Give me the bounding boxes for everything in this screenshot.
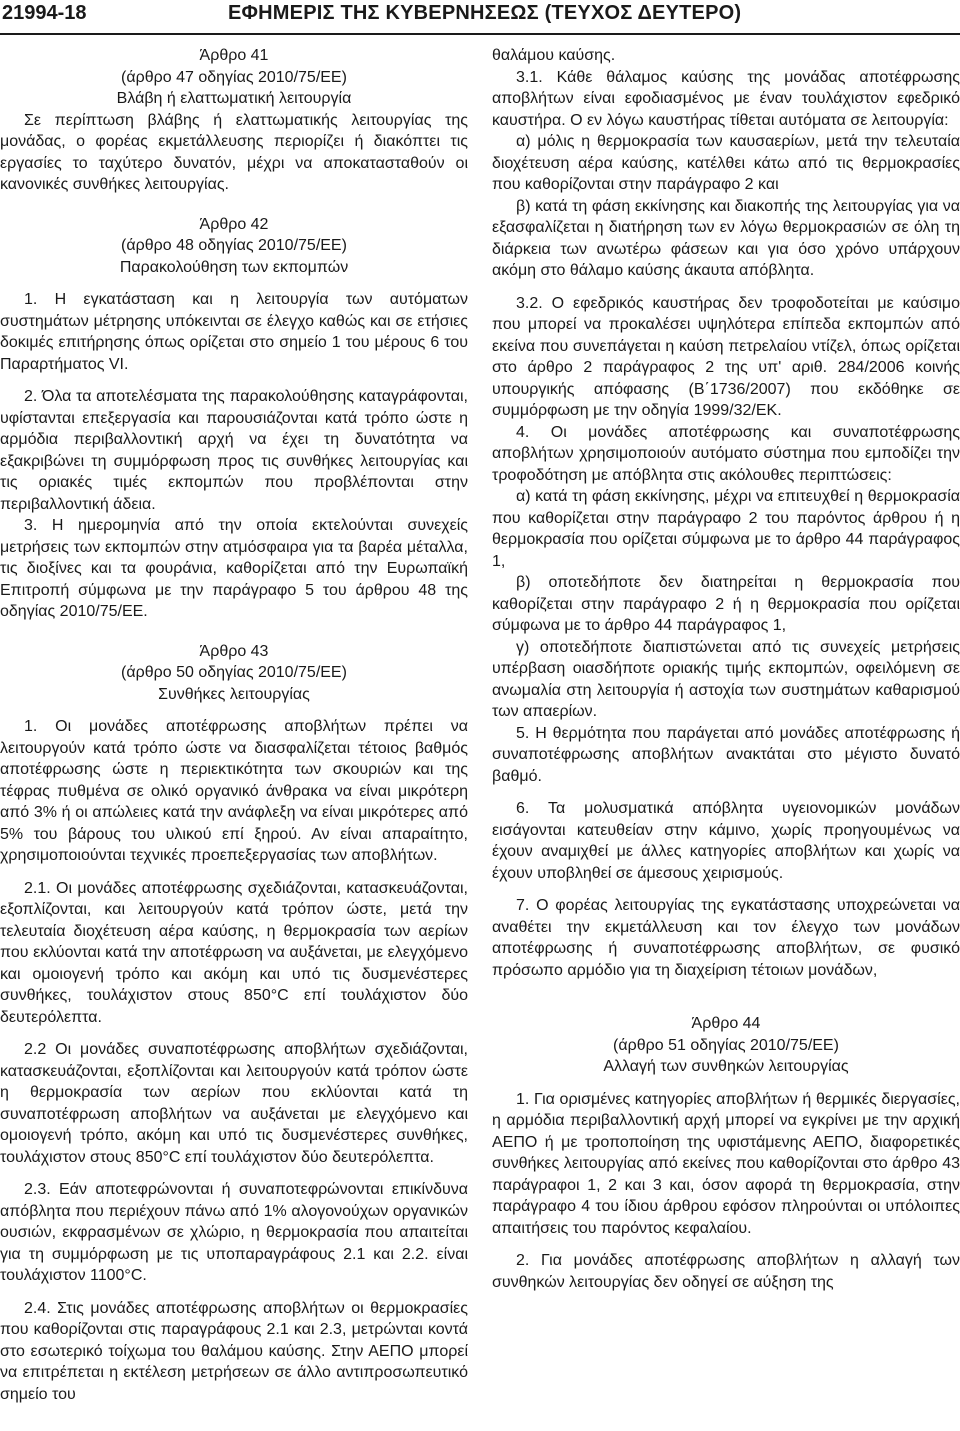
paragraph-3-1: 3.1. Κάθε θάλαμος καύσης της μονάδας αποτέφρωσης αποβλήτων είναι εφοδιασμένος με έναν τουλάχιστον εφεδρικό καυστήρα. Ο εν λόγω καυστήρας τίθεται αυτόματα σε λειτουργία:	[492, 68, 960, 129]
paragraph-6: 6. Τα μολυσματικά απόβλητα υγειονομικών μονάδων εισάγονται κατευθείαν στην κάμινο, χωρίς προηγουμένως να έχουν αναμιχθεί με άλλες κατηγορίες αποβλήτων και χωρίς να έχουν υποβληθεί σε άμεσους χειρισμούς.	[492, 800, 960, 882]
article-44-title: Άρθρο 44	[691, 1015, 761, 1032]
article-43-title: Άρθρο 43	[199, 642, 269, 660]
article-42-reference: (άρθρο 48 οδηγίας 2010/75/ΕΕ)	[121, 237, 347, 254]
left-column	[0, 45, 468, 1405]
article-44-paragraph-1: 1. Για ορισμένες κατηγορίες αποβλήτων ή θερμικές διεργασίες, η αρμόδια περιβαλλοντική αρχή μπορεί να εγκρίνει με την αρχική ΑΕΠΟ ή με τροποποίηση της υφιστάμενης ΑΕΠΟ, διαφορετικές συνθήκες λειτουργίας από εκείνες που καθορίζονται στο άρθρο 43 παράγραφοι 1, 2 και 3 και, όσον αφορά τη θερμοκρασία, στην παράγραφο 4 του ίδιου άρθρου εφόσον πληρούνται οι υπόλοιπες απαιτήσεις του παρόντος κεφαλαίου.	[492, 1090, 960, 1237]
paragraph-7: 7. Ο φορέας λειτουργίας της εγκατάστασης υποχρεώνεται να αναθέτει την εκμετάλλευση και τον έλεγχο των μονάδων αποτέφρωσης ή συναποτέφρωσης αποβλήτων, σε φυσικό πρόσωπο αρμόδιο για τη διαχείριση τέτοιων μονάδων,	[492, 897, 960, 979]
paragraph-4: 4. Οι μονάδες αποτέφρωσης και συναποτέφρωσης αποβλήτων χρησιμοποιούν αυτόματο σύστημα που εμποδίζει την τροφοδότηση με απόβλητα στις ακόλουθες περιπτώσεις:	[492, 423, 960, 484]
page-number: 21994-18	[2, 2, 87, 24]
header-rule	[0, 33, 960, 35]
article-43-paragraph-2-3: 2.3. Εάν αποτεφρώνονται ή συναποτεφρώνονται επικίνδυνα απόβλητα που περιέχουν πάνω από 1% αλογονούχων οργανικών ουσιών, εκφρασμένων σε χλώριο, η θερμοκρασία που απαιτείται για τη συμμόρφωση με τις υποπαραγράφους 2.1 και 2.2. είναι τουλάχιστον 1100°C.	[0, 1181, 468, 1284]
article-41-subject: Βλάβη ή ελαττωματική λειτουργία	[116, 90, 352, 107]
article-43-paragraph-2-2: 2.2 Οι μονάδες συναποτέφρωσης αποβλήτων σχεδιάζονται, κατασκευάζονται, εξοπλίζονται και λειτουργούν κατά τρόπον ώστε η θερμοκρασία των αερίων που εκλύονται κατά τη συναποτέφρωση αποβλήτων να αυξάνεται με ελεγχόμενο και ομοιογενή τρόπο, ακόμη και υπό τις δυσμενέστερες συνθήκες, τουλάχιστον στους 850°C επί τουλάχιστον δύο δευτερόλεπτα.	[0, 1041, 468, 1166]
paragraph-4-a: α) κατά τη φάση εκκίνησης, μέχρι να επιτευχθεί η θερμοκρασία που καθορίζεται στην παράγραφο 2 του παρόντος άρθρου ή η θερμοκρασία που ορίζεται σύμφωνα με το άρθρο 44 παράγραφος 1,	[492, 488, 960, 570]
continuation-text: θαλάμου καύσης.	[492, 47, 616, 64]
article-41-title: Άρθρο 41	[199, 47, 269, 64]
paragraph-3-2: 3.2. Ο εφεδρικός καυστήρας δεν τροφοδοτείται με καύσιμο που μπορεί να προκαλέσει υψηλότερα επίπεδα εκπομπών από εκείνα που συνεπάγεται η καύση πετρελαίου ντίζελ, όπως ορίζεται στο άρθρο 2 παράγραφος 2 της υπ' αριθ. 284/2006 κοινής υπουργικής απόφασης (Β΄1736/2007) που εκδόθηκε σε συμμόρφωση με την οδηγία 1999/32/ΕΚ.	[492, 294, 960, 419]
article-43-subject: Συνθήκες λειτουργίας	[158, 685, 310, 703]
page-header	[0, 0, 960, 30]
paragraph-3-1-a: α) μόλις η θερμοκρασία των καυσαερίων, μετά την τελευταία διοχέτευση αέρα καύσης, κατέλθει κάτω από τις θερμοκρασίες που καθορίζονται στην παράγραφο 2 και	[492, 133, 960, 193]
article-43-reference: (άρθρο 50 οδηγίας 2010/75/ΕΕ)	[121, 664, 347, 681]
article-43-paragraph-1: 1. Οι μονάδες αποτέφρωσης αποβλήτων πρέπει να λειτουργούν κατά τρόπο ώστε να διασφαλίζεται τέτοιος βαθμός αποτέφρωσης ώστε η περιεκτικότητα των σκουριών και της τέφρας πυθμένα σε ολικό οργανικό άνθρακα να είναι μικρότερη από 3% ή οι απώλειες κατά την ανάφλεξη να είναι μικρότερες από 5% του βάρους του υλικού επί ξηρού. Αν είναι απαραίτητο, χρησιμοποιούνται τεχνικές προεπεξεργασίας των αποβλήτων.	[0, 718, 468, 864]
article-41-paragraph: Σε περίπτωση βλάβης ή ελαττωματικής λειτουργίας της μονάδας, ο φορέας εκμετάλλευσης περιορίζει ή διακόπτει τις εργασίες το ταχύτερο δυνατόν, μέχρι να αποκατασταθούν οι κανονικές συνθήκες λειτουργίας.	[0, 111, 468, 193]
article-42-paragraph-1: 1. Η εγκατάσταση και η λειτουργία των αυτόματων συστημάτων μέτρησης υπόκεινται σε έλεγχο καθώς και σε ετήσιες δοκιμές επιτήρησης όπως ορίζεται στο σημείο 1 του μέρους 6 του Παραρτήματος VI.	[0, 291, 468, 373]
article-44-subject: Αλλαγή των συνθηκών λειτουργίας	[603, 1058, 849, 1075]
paragraph-3-1-b: β) κατά τη φάση εκκίνησης και διακοπής της λειτουργίας για να εξασφαλίζεται η διατήρηση των εν λόγω θερμοκρασιών σε όλη τη διάρκεια των ανωτέρω φάσεων και για όσο χρόνο υπάρχουν ακόμη στο θάλαμο καύσης άκαυτα απόβλητα.	[492, 197, 960, 279]
paragraph-4-c: γ) οποτεδήποτε διαπιστώνεται από τις συνεχείς μετρήσεις υπέρβαση οιασδήποτε οριακής τιμής εκπομπών, οφειλόμενη σε ανωμαλία στη λειτουργία ή αστοχία των συστημάτων καθαρισμού των απαερίων.	[492, 638, 960, 720]
gazette-title: ΕΦΗΜΕΡΙΣ ΤΗΣ ΚΥΒΕΡΝΗΣΕΩΣ (ΤΕΥΧΟΣ ΔΕΥΤΕΡΟ)	[228, 2, 742, 24]
article-43-paragraph-2-4: 2.4. Στις μονάδες αποτέφρωσης αποβλήτων οι θερμοκρασίες που καθορίζονται στις παραγράφους 2.1 και 2.3, μετρώνται κοντά στο εσωτερικό τοίχωμα του θαλάμου καύσης. Στην ΑΕΠΟ μπορεί να επιτρέπεται η εκτέλεση μετρήσεων σε άλλο αντιπροσωπευτικό σημείο του	[0, 1299, 468, 1403]
article-44-reference: (άρθρο 51 οδηγίας 2010/75/ΕΕ)	[613, 1036, 839, 1054]
right-column	[492, 45, 960, 1293]
article-42-paragraph-2: 2. Όλα τα αποτελέσματα της παρακολούθησης καταγράφονται, υφίστανται επεξεργασία και παρουσιάζονται κατά τρόπο ώστε η αρμόδια περιβαλλοντική αρχή να έχει τη δυνατότητα να εξακριβώνει τη συμμόρφωση προς τις συνθήκες λειτουργίας και τις οριακές τιμές εκπομπών που προβλέπονται στην περιβαλλοντική άδεια.	[0, 388, 468, 513]
article-42-title: Άρθρο 42	[199, 215, 269, 233]
article-41-reference: (άρθρο 47 οδηγίας 2010/75/ΕΕ)	[121, 68, 347, 86]
article-44-paragraph-2: 2. Για μονάδες αποτέφρωσης αποβλήτων η αλλαγή των συνθηκών λειτουργίας δεν οδηγεί σε αύξηση της	[492, 1252, 960, 1291]
paragraph-4-b: β) οποτεδήποτε δεν διατηρείται η θερμοκρασία που καθορίζεται στην παράγραφο 2 ή η θερμοκρασία που ορίζεται σύμφωνα με το άρθρο 44 παράγραφος 1,	[492, 574, 960, 634]
article-42-paragraph-3: 3. Η ημερομηνία από την οποία εκτελούνται συνεχείς μετρήσεις των εκπομπών στην ατμόσφαιρα για τα βαρέα μέταλλα, τις διοξίνες και τα φουράνια, καθορίζεται από την Ευρωπαϊκή Επιτροπή σύμφωνα με την παράγραφο 5 του άρθρου 48 της οδηγίας 2010/75/ΕΕ.	[0, 517, 468, 620]
paragraph-5: 5. Η θερμότητα που παράγεται από μονάδες αποτέφρωσης ή συναποτέφρωσης αποβλήτων ανακτάται στο μέγιστο δυνατό βαθμό.	[492, 724, 960, 785]
article-42-subject: Παρακολούθηση των εκπομπών	[119, 258, 349, 276]
article-43-paragraph-2-1: 2.1. Οι μονάδες αποτέφρωσης σχεδιάζονται, κατασκευάζονται, εξοπλίζονται, και λειτουργούν κατά τρόπον ώστε, μετά την τελευταία διοχέτευση αέρα καύσης, η θερμοκρασία των αερίων που εκλύονται κατά την αποτέφρωση να αυξάνεται, με ελεγχόμενο και ομοιογενή τρόπο και ακόμη και υπό τις δυσμενέστερες συνθήκες, τουλάχιστον στους 850°C επί τουλάχιστον δύο δευτερόλεπτα.	[0, 879, 468, 1026]
